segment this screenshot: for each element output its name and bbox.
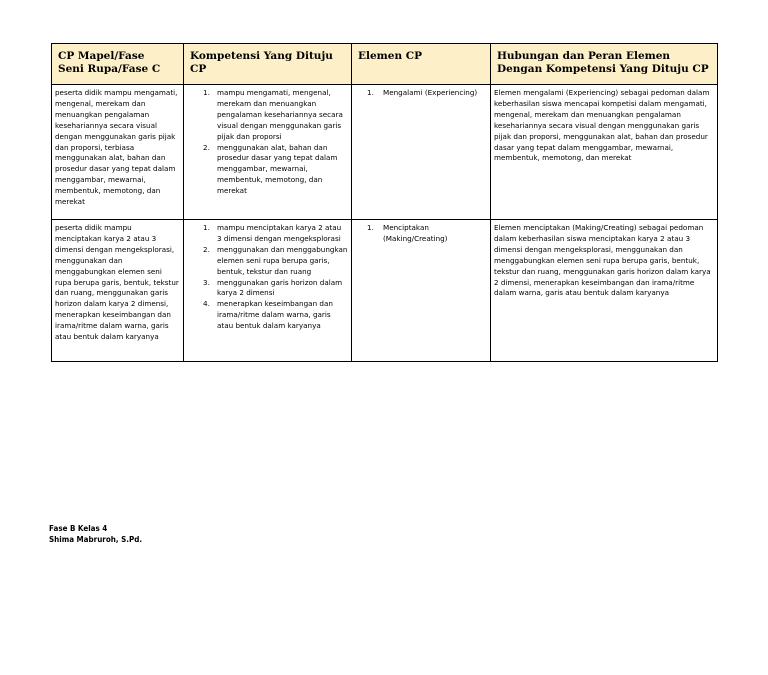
cp-cell: peserta didik mampu mengamati, mengenal, merekam dan menuangkan pengalaman kesehariannya secara visual dengan menggunakan garis pijak dan proporsi, terbiasa menggunakan alat, bahan dan prosedur dasar yang tepat dalam menggambar, mewarnai, membentuk, memotong, dan merekat (52, 85, 184, 220)
table-row (52, 85, 718, 220)
elemen-list (355, 88, 487, 99)
list-item: 2. menggunakan alat, bahan dan prosedur dasar yang tepat dalam menggambar, mewarnai, membentuk, memotong, dan merekat (203, 142, 338, 196)
kompetensi-list (187, 223, 348, 332)
hubungan-cell: Elemen menciptakan (Making/Creating) sebagai pedoman dalam keberhasilan siswa menciptakan karya 2 atau 3 dimensi dengan mengeksplorasi, menggunakan dan menggabungkan elemen seni rupa berupa garis, bentuk, tekstur dan ruang, menggunakan garis horizon dalam karya 2 dimensi, menerapkan keseimbangan dan irama/ritme dalam warna, garis atau bentuk dalam karyanya (491, 220, 718, 362)
footer (49, 523, 142, 545)
header-cp-mapel-line1: CP Mapel/Fase (58, 50, 145, 62)
cp-cell: peserta didik mampu menciptakan karya 2 atau 3 dimensi dengan mengeksplorasi, menggunakan dan menggabungkan elemen seni rupa berupa garis, bentuk, tekstur dan ruang, menggunakan garis horizon dalam karya 2 dimensi, menerapkan keseimbangan dan irama/ritme dalam warna, garis atau bentuk dalam karyanya (52, 220, 184, 362)
list-item: 2. menggunakan dan menggabungkan elemen seni rupa berupa garis, bentuk, tekstur dan ruang (203, 244, 348, 276)
cp-table (51, 43, 718, 362)
list-item: 1. mampu menciptakan karya 2 atau 3 dimensi dengan mengeksplorasi (203, 223, 342, 243)
kompetensi-list (187, 88, 348, 197)
footer-author: Shima Mabruroh, S.Pd. (49, 535, 143, 544)
list-item: 4. menerapkan keseimbangan dan irama/ritme dalam warna, garis atau bentuk dalam karyanya (203, 299, 333, 331)
elemen-cell (352, 85, 491, 220)
header-cp-mapel-line2: Seni Rupa/Fase C (58, 63, 161, 75)
list-item: 1. Mengalami (Experiencing) (367, 88, 478, 97)
elemen-cell (352, 220, 491, 362)
header-kompetensi: Kompetensi Yang Dituju CP (184, 44, 352, 85)
table-row (52, 220, 718, 362)
header-row (52, 44, 718, 85)
elemen-list (355, 223, 487, 245)
kompetensi-cell (184, 220, 352, 362)
footer-class-label: Fase B Kelas 4 (49, 524, 108, 533)
list-item: 1. mampu mengamati, mengenal, merekam dan menuangkan pengalaman kesehariannya secara visual dengan menggunakan garis pijak dan proporsi (203, 88, 343, 141)
list-item: 3. menggunakan garis horizon dalam karya 2 dimensi (203, 277, 343, 298)
kompetensi-cell (184, 85, 352, 220)
header-elemen: Elemen CP (352, 44, 491, 85)
hubungan-cell: Elemen mengalami (Experiencing) sebagai pedoman dalam keberhasilan siswa mencapai kompetisi dalam mengamati, mengenal, merekam dan menuangkan pengalaman kesehariannya secara visual dengan menggunakan garis pijak dan proporsi, menggunakan alat, bahan dan prosedur dasar yang tepat dalam menggambar, mewarnai, membentuk, memotong, dan merekat (491, 85, 718, 220)
list-item: 1. Menciptakan (Making/Creating) (367, 223, 448, 243)
header-hubungan: Hubungan dan Peran Elemen Dengan Kompetensi Yang Dituju CP (491, 44, 718, 85)
header-cp-mapel (52, 44, 184, 85)
